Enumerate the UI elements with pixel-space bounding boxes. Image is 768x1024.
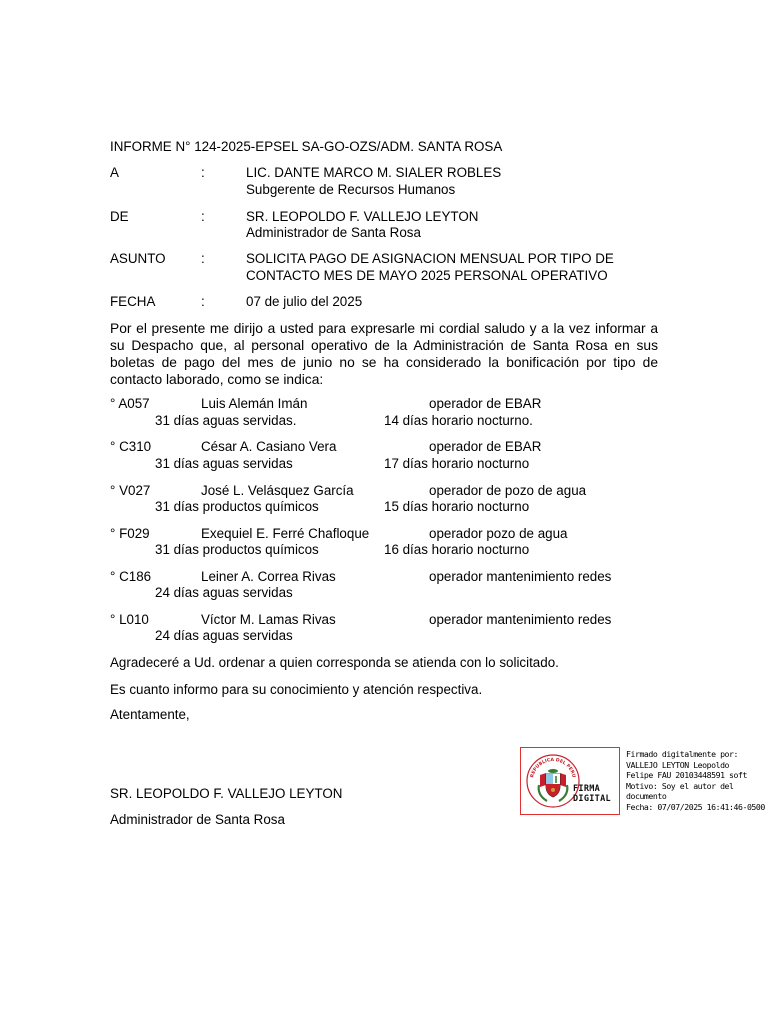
field-de-label: DE (110, 209, 129, 224)
employee-night-hours: 16 días horario nocturno (384, 542, 530, 557)
seal-text: REPUBLICA DEL PERU (530, 757, 576, 779)
signature-info-line: Motivo: Soy el autor del (626, 780, 734, 791)
closing-statement: Es cuanto informo para su conocimiento y atención respectiva. (110, 682, 483, 697)
employee-name: César A. Casiano Vera (201, 439, 337, 454)
employee-days: 24 días aguas servidas (155, 628, 293, 643)
employee-role: operador mantenimiento redes (429, 612, 612, 627)
firma-label-line: FIRMA (573, 784, 601, 794)
informe-title: INFORME N° 124-2025-EPSEL SA-GO-OZS/ADM. SANTA ROSA (110, 139, 503, 154)
subject-line-1: SOLICITA PAGO DE ASIGNACION MENSUAL POR TIPO DE (246, 251, 614, 266)
field-a-colon: : (201, 165, 205, 180)
firma-label-line: DIGITAL (573, 794, 611, 804)
employee-name: José L. Velásquez García (201, 483, 354, 498)
document-date: 07 de julio del 2025 (246, 294, 363, 309)
firma-digital-label (573, 784, 611, 804)
employee-night-hours: 15 días horario nocturno (384, 499, 530, 514)
employee-night-hours: 17 días horario nocturno (384, 456, 530, 471)
employee-role: operador de pozo de agua (429, 483, 587, 498)
digital-signature-stamp (520, 747, 620, 815)
recipient-name: LIC. DANTE MARCO M. SIALER ROBLES (246, 165, 502, 180)
employee-name: Luis Alemán Imán (201, 396, 308, 411)
signature-info-line: VALLEJO LEYTON Leopoldo (626, 759, 730, 770)
employee-code: ° F029 (110, 526, 150, 541)
employee-days: 31 días productos químicos (155, 499, 319, 514)
intro-paragraph (110, 320, 658, 388)
employee-name: Leiner A. Correa Rivas (201, 569, 336, 584)
closing-request: Agradeceré a Ud. ordenar a quien corresponda se atienda con lo solicitado. (110, 655, 559, 670)
employee-days: 31 días productos químicos (155, 542, 319, 557)
employee-night-hours: 14 días horario nocturno. (384, 413, 533, 428)
employee-name: Exequiel E. Ferré Chafloque (201, 526, 370, 541)
employee-code: ° C186 (110, 569, 152, 584)
intro-line: contacto laborado, como se indica: (110, 372, 324, 387)
intro-line: su Despacho que, al personal operativo de la Administración de Santa Rosa en sus (110, 338, 658, 353)
subject-line-2: CONTACTO MES DE MAYO 2025 PERSONAL OPERATIVO (246, 268, 608, 283)
field-asunto-colon: : (201, 251, 205, 266)
employee-role: operador mantenimiento redes (429, 569, 612, 584)
intro-line: boletas de pago del mes de junio no se ha considerado la bonificación por tipo de (110, 355, 658, 370)
employee-days: 31 días aguas servidas (155, 456, 293, 471)
field-fecha-label: FECHA (110, 294, 156, 309)
intro-line: Por el presente me dirijo a usted para expresarle mi cordial saludo y a la vez informar a (110, 321, 658, 336)
field-fecha-colon: : (201, 294, 205, 309)
employee-code: ° A057 (110, 396, 150, 411)
field-a-label: A (110, 165, 119, 180)
signer-role: Administrador de Santa Rosa (110, 812, 285, 827)
closing-salutation: Atentamente, (110, 707, 190, 722)
signer-name: SR. LEOPOLDO F. VALLEJO LEYTON (110, 786, 343, 801)
signature-info-line: Fecha: 07/07/2025 16:41:46-0500 (626, 801, 765, 812)
employee-days: 31 días aguas servidas. (155, 413, 297, 428)
field-de-colon: : (201, 209, 205, 224)
recipient-role: Subgerente de Recursos Humanos (246, 182, 456, 197)
signature-info-line: documento (626, 791, 667, 802)
employee-name: Víctor M. Lamas Rivas (201, 612, 336, 627)
sender-role: Administrador de Santa Rosa (246, 225, 421, 240)
employee-role: operador de EBAR (429, 396, 542, 411)
employee-code: ° C310 (110, 439, 152, 454)
employee-code: ° L010 (110, 612, 149, 627)
employee-role: operador pozo de agua (429, 526, 568, 541)
field-asunto-label: ASUNTO (110, 251, 166, 266)
signature-info-line: Felipe FAU 20103448591 soft (626, 770, 747, 781)
employee-code: ° V027 (110, 483, 151, 498)
sender-name: SR. LEOPOLDO F. VALLEJO LEYTON (246, 209, 479, 224)
signature-info-line: Firmado digitalmente por: (626, 749, 738, 759)
employee-days: 24 días aguas servidas (155, 585, 293, 600)
digital-signature-info (626, 749, 766, 813)
employee-role: operador de EBAR (429, 439, 542, 454)
